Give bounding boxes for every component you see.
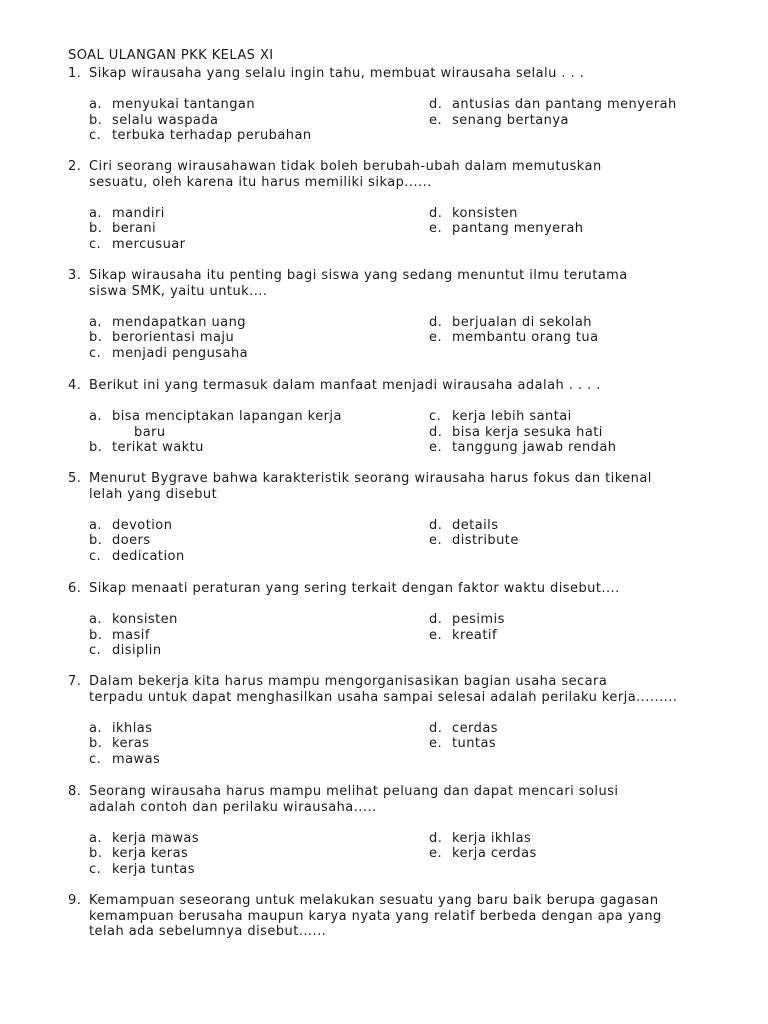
question-line: siswa SMK, yaitu untuk.... — [89, 283, 268, 299]
option-letter: c. — [89, 751, 102, 767]
question-item — [68, 471, 708, 565]
option-letter: a. — [89, 612, 102, 628]
question-text — [68, 581, 708, 597]
option-letter: b. — [89, 846, 103, 862]
option-text: senang bertanya — [452, 112, 569, 128]
option-text: doers — [112, 533, 151, 549]
question-line: Sikap menaati peraturan yang sering terkait dengan faktor waktu disebut.... — [89, 581, 620, 596]
question-text — [68, 268, 708, 299]
question-line: Dalam bekerja kita harus mampu mengorganisasikan bagian usaha secara — [89, 674, 608, 689]
option-letter: e. — [429, 736, 443, 752]
option-letter: d. — [429, 517, 443, 533]
question-line: Seorang wirausaha harus mampu melihat peluang dan dapat mencari solusi — [89, 784, 619, 799]
question-text — [68, 674, 708, 705]
option-text: kerja tuntas — [112, 861, 195, 877]
option-letter: d. — [429, 830, 443, 846]
options-grid — [68, 831, 708, 878]
option-text: mercusuar — [112, 236, 186, 252]
option-text: konsisten — [112, 612, 178, 628]
question-number: 8. — [68, 784, 82, 799]
question-line: terpadu untuk dapat menghasilkan usaha sampai selesai adalah perilaku kerja......... — [89, 689, 678, 705]
option-text: pesimis — [452, 612, 505, 628]
option-letter: c. — [89, 128, 102, 144]
option-letter: a. — [89, 205, 102, 221]
option-text: tuntas — [452, 736, 497, 752]
options-grid — [68, 409, 708, 456]
option-letter: a. — [89, 830, 102, 846]
option-text: kerja mawas — [112, 830, 200, 846]
option-text: cerdas — [452, 720, 498, 736]
option-letter: c. — [89, 643, 102, 659]
question-item — [68, 674, 708, 768]
options-grid — [68, 97, 708, 144]
option-letter: b. — [89, 221, 103, 237]
option-letter: c. — [89, 861, 102, 877]
option-text: terikat waktu — [112, 440, 204, 456]
option-letter: e. — [429, 330, 443, 346]
question-line: sesuatu, oleh karena itu harus memiliki sikap...... — [89, 174, 432, 190]
question-text — [68, 378, 708, 394]
question-number: 5. — [68, 471, 82, 486]
option-letter: b. — [89, 330, 103, 346]
option-letter: a. — [89, 409, 102, 425]
option-letter: d. — [429, 205, 443, 221]
question-item — [68, 66, 708, 144]
option-text: berani — [112, 221, 157, 237]
option-letter: c. — [429, 409, 442, 425]
option-text: antusias dan pantang menyerah — [452, 97, 677, 113]
question-text — [68, 66, 708, 82]
option-text: details — [452, 517, 499, 533]
option-letter: a. — [89, 97, 102, 113]
question-line: lelah yang disebut — [89, 486, 218, 502]
option-text-continuation: baru — [134, 424, 166, 440]
question-item — [68, 581, 708, 659]
question-item — [68, 159, 708, 253]
option-text: disiplin — [112, 643, 162, 659]
question-number: 9. — [68, 893, 82, 908]
option-letter: c. — [89, 345, 102, 361]
option-text: selalu waspada — [112, 112, 219, 128]
question-line: Sikap wirausaha yang selalu ingin tahu, membuat wirausaha selalu . . . — [89, 66, 585, 81]
option-letter: e. — [429, 533, 443, 549]
option-letter: d. — [429, 612, 443, 628]
option-letter: e. — [429, 846, 443, 862]
option-letter: e. — [429, 627, 443, 643]
option-text: konsisten — [452, 205, 518, 221]
option-text: distribute — [452, 533, 519, 549]
question-number: 2. — [68, 159, 82, 174]
option-letter: d. — [429, 314, 443, 330]
question-item — [68, 268, 708, 362]
option-letter: d. — [429, 720, 443, 736]
question-line: adalah contoh dan perilaku wirausaha..... — [89, 799, 377, 815]
option-letter: e. — [429, 221, 443, 237]
option-text: kreatif — [452, 627, 497, 643]
option-text: tanggung jawab rendah — [452, 440, 617, 456]
option-text: berjualan di sekolah — [452, 314, 592, 330]
option-letter: e. — [429, 440, 443, 456]
option-text: pantang menyerah — [452, 221, 584, 237]
question-line: Berikut ini yang termasuk dalam manfaat menjadi wirausaha adalah . . . . — [89, 378, 601, 393]
question-line: Kemampuan seseorang untuk melakukan sesuatu yang baru baik berupa gagasan — [89, 893, 659, 908]
option-text: menyukai tantangan — [112, 97, 256, 113]
document-title: SOAL ULANGAN PKK KELAS XI — [68, 48, 274, 63]
question-line: Menurut Bygrave bahwa karakteristik seorang wirausaha harus fokus dan tikenal — [89, 471, 652, 486]
option-letter: a. — [89, 517, 102, 533]
option-text: keras — [112, 736, 150, 752]
option-letter: a. — [89, 720, 102, 736]
option-letter: c. — [89, 548, 102, 564]
option-text: terbuka terhadap perubahan — [112, 128, 312, 144]
question-line: telah ada sebelumnya disebut...... — [89, 924, 327, 940]
question-text — [68, 159, 708, 190]
option-letter: c. — [89, 236, 102, 252]
options-grid — [68, 721, 708, 768]
question-number: 3. — [68, 268, 82, 283]
option-text: membantu orang tua — [452, 330, 599, 346]
option-letter: d. — [429, 97, 443, 113]
question-number: 1. — [68, 66, 82, 81]
option-text: berorientasi maju — [112, 330, 235, 346]
question-number: 7. — [68, 674, 82, 689]
option-text: mendapatkan uang — [112, 314, 246, 330]
option-letter: b. — [89, 736, 103, 752]
question-text — [68, 893, 708, 940]
option-letter: d. — [429, 424, 443, 440]
option-text: mandiri — [112, 205, 165, 221]
options-grid — [68, 518, 708, 565]
question-line: Sikap wirausaha itu penting bagi siswa yang sedang menuntut ilmu terutama — [89, 268, 628, 283]
option-text: bisa menciptakan lapangan kerja — [112, 409, 342, 425]
option-text: bisa kerja sesuka hati — [452, 424, 603, 440]
question-item — [68, 378, 708, 456]
options-grid — [68, 315, 708, 362]
question-text — [68, 471, 708, 502]
question-number: 4. — [68, 378, 82, 393]
option-text: menjadi pengusaha — [112, 345, 249, 361]
question-number: 6. — [68, 581, 82, 596]
option-text: masif — [112, 627, 150, 643]
option-text: ikhlas — [112, 720, 153, 736]
option-letter: b. — [89, 112, 103, 128]
option-letter: b. — [89, 440, 103, 456]
option-letter: a. — [89, 314, 102, 330]
option-text: devotion — [112, 517, 173, 533]
option-text: mawas — [112, 751, 161, 767]
options-grid — [68, 612, 708, 659]
question-line: kemampuan berusaha maupun karya nyata yang relatif berbeda dengan apa yang — [89, 908, 662, 924]
option-text: kerja lebih santai — [452, 409, 572, 425]
question-item — [68, 784, 708, 878]
question-text — [68, 784, 708, 815]
option-letter: b. — [89, 627, 103, 643]
option-text: kerja cerdas — [452, 846, 537, 862]
question-line: Ciri seorang wirausahawan tidak boleh berubah-ubah dalam memutuskan — [89, 159, 602, 174]
option-text: kerja keras — [112, 846, 189, 862]
option-letter: e. — [429, 112, 443, 128]
option-letter: b. — [89, 533, 103, 549]
option-text: kerja ikhlas — [452, 830, 532, 846]
option-text: dedication — [112, 548, 185, 564]
options-grid — [68, 206, 708, 253]
question-item — [68, 893, 708, 940]
